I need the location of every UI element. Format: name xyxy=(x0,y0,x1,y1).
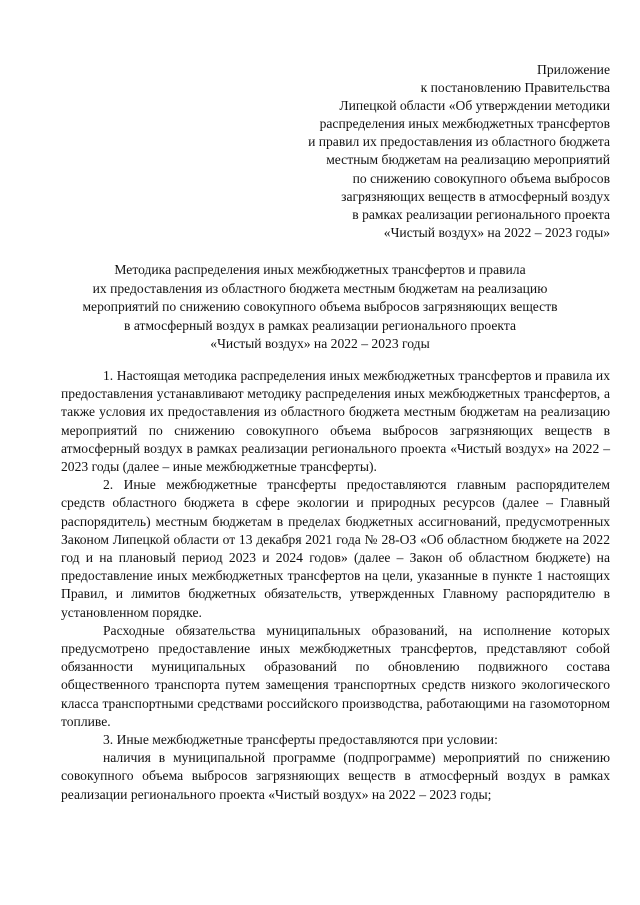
appendix-header xyxy=(190,61,610,242)
paragraph-3: Расходные обязательства муниципальных образований, на исполнение которых предусмотрено предоставление иных межбюджетных трансфертов, представляют собой обязанности муниципальных образований по обновлению подвижного состава общественного транспорта путем замещения транспортных средств низкого экологического класса транспортными средствами российского производства, работающими на газомоторном топливе. xyxy=(61,622,610,729)
title-line: Методика распределения иных межбюджетных трансфертов и правила xyxy=(114,262,526,277)
paragraph-2: 2. Иные межбюджетные трансферты предоставляются главным распорядителем средств областного бюджета в сфере экологии и природных ресурсов (далее – Главный распорядитель) местным бюджетам в пределах бюджетных ассигнований, предусмотренных Законом Липецкой области от 13 декабря 2021 года № 28-ОЗ «Об областном бюджете на 2022 год и на плановый период 2023 и 2024 годов» (далее – Закон об областном бюджете) на предоставление иных межбюджетных трансфертов на цели, указанные в пункте 1 настоящих Правил, и лимитов бюджетных обязательств, утвержденных Главному распорядителю в установленном порядке. xyxy=(61,477,610,620)
title-line: в атмосферный воздух в рамках реализации регионального проекта xyxy=(124,317,516,333)
title-line: мероприятий по снижению совокупного объема выбросов загрязняющих веществ xyxy=(82,299,558,314)
appendix-line: в рамках реализации регионального проекта xyxy=(352,206,610,222)
title-line: «Чистый воздух» на 2022 – 2023 годы xyxy=(210,336,430,351)
document-title xyxy=(50,261,590,354)
appendix-line: распределения иных межбюджетных трансфертов xyxy=(319,116,610,132)
appendix-line: «Чистый воздух» на 2022 – 2023 годы» xyxy=(383,224,610,240)
appendix-line: местным бюджетам на реализацию мероприятий xyxy=(326,152,610,168)
appendix-line: к постановлению Правительства xyxy=(420,80,610,96)
appendix-line: и правил их предоставления из областного бюджета xyxy=(308,134,610,150)
appendix-line: по снижению совокупного объема выбросов xyxy=(352,170,610,186)
document-body xyxy=(61,367,610,804)
paragraph-4: 3. Иные межбюджетные трансферты предоставляются при условии: xyxy=(103,732,498,748)
appendix-line: загрязняющих веществ в атмосферный воздух xyxy=(341,188,610,204)
paragraph-5: наличия в муниципальной программе (подпрограмме) мероприятий по снижению совокупного объема выбросов загрязняющих веществ в атмосферный воздух в рамках реализации регионального проекта «Чистый воздух» на 2022 – 2023 годы; xyxy=(61,750,610,802)
title-line: их предоставления из областного бюджета местным бюджетам на реализацию xyxy=(92,280,548,296)
paragraph-1: 1. Настоящая методика распределения иных межбюджетных трансфертов и правила их предоставления устанавливают методику распределения иных межбюджетных трансфертов, а также условия их предоставления из областного бюджета местным бюджетам на реализацию мероприятий по снижению совокупного объема выбросов загрязняющих веществ в атмосферный воздух в рамках реализации регионального проекта «Чистый воздух» на 2022 – 2023 годы (далее – иные межбюджетные трансферты). xyxy=(61,368,610,475)
appendix-line: Липецкой области «Об утверждении методики xyxy=(339,98,610,114)
appendix-line: Приложение xyxy=(537,62,610,77)
